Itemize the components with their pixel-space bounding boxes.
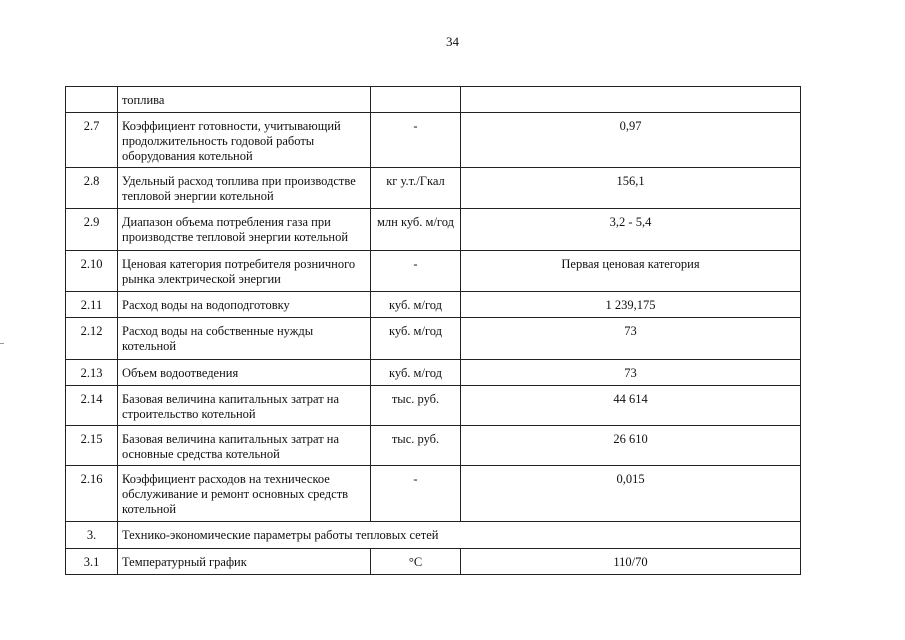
- row-number: 2.8: [66, 168, 118, 209]
- row-unit: млн куб. м/год: [371, 209, 461, 251]
- row-name: Базовая величина капитальных затрат на основные средства котельной: [118, 426, 371, 466]
- section-number: 3.: [66, 522, 118, 549]
- row-value: 0,015: [461, 466, 801, 522]
- row-value: Первая ценовая категория: [461, 251, 801, 292]
- table-row: [66, 386, 801, 426]
- row-value: [461, 87, 801, 113]
- row-name: Расход воды на собственные нужды котельной: [118, 318, 371, 360]
- row-unit: -: [371, 466, 461, 522]
- row-unit: куб. м/год: [371, 360, 461, 386]
- table-row: [66, 251, 801, 292]
- row-name: Коэффициент готовности, учитывающий продолжительность годовой работы оборудования котельной: [118, 113, 371, 168]
- table-row: [66, 292, 801, 318]
- row-name: топлива: [118, 87, 371, 113]
- row-number: 2.14: [66, 386, 118, 426]
- table-row: [66, 466, 801, 522]
- table-row: [66, 113, 801, 168]
- scan-artifact-line: [0, 343, 4, 344]
- row-value: 73: [461, 318, 801, 360]
- section-title: Технико-экономические параметры работы тепловых сетей: [118, 522, 801, 549]
- row-unit: -: [371, 251, 461, 292]
- table-row: [66, 87, 801, 113]
- table-row: [66, 549, 801, 575]
- row-name: Удельный расход топлива при производстве тепловой энергии котельной: [118, 168, 371, 209]
- row-number: 2.16: [66, 466, 118, 522]
- row-unit: тыс. руб.: [371, 426, 461, 466]
- table-row: [66, 209, 801, 251]
- row-unit: °C: [371, 549, 461, 575]
- row-number: [66, 87, 118, 113]
- row-number: 2.12: [66, 318, 118, 360]
- table-row: [66, 168, 801, 209]
- row-name: Расход воды на водоподготовку: [118, 292, 371, 318]
- row-unit: [371, 87, 461, 113]
- row-name: Объем водоотведения: [118, 360, 371, 386]
- row-value: 156,1: [461, 168, 801, 209]
- section-row: [66, 522, 801, 549]
- row-value: 44 614: [461, 386, 801, 426]
- parameters-table: [65, 86, 801, 575]
- row-value: 3,2 - 5,4: [461, 209, 801, 251]
- row-number: 2.10: [66, 251, 118, 292]
- row-name: Диапазон объема потребления газа при производстве тепловой энергии котельной: [118, 209, 371, 251]
- row-number: 3.1: [66, 549, 118, 575]
- table-row: [66, 426, 801, 466]
- row-unit: кг у.т./Гкал: [371, 168, 461, 209]
- row-unit: -: [371, 113, 461, 168]
- row-unit: тыс. руб.: [371, 386, 461, 426]
- row-name: Температурный график: [118, 549, 371, 575]
- row-value: 1 239,175: [461, 292, 801, 318]
- row-name: Базовая величина капитальных затрат на строительство котельной: [118, 386, 371, 426]
- row-unit: куб. м/год: [371, 292, 461, 318]
- row-value: 26 610: [461, 426, 801, 466]
- row-value: 110/70: [461, 549, 801, 575]
- table-row: [66, 360, 801, 386]
- row-value: 73: [461, 360, 801, 386]
- page-number: 34: [446, 34, 459, 49]
- table-row: [66, 318, 801, 360]
- row-number: 2.13: [66, 360, 118, 386]
- row-name: Коэффициент расходов на техническое обслуживание и ремонт основных средств котельной: [118, 466, 371, 522]
- row-name: Ценовая категория потребителя розничного рынка электрической энергии: [118, 251, 371, 292]
- row-number: 2.7: [66, 113, 118, 168]
- row-unit: куб. м/год: [371, 318, 461, 360]
- row-number: 2.11: [66, 292, 118, 318]
- row-value: 0,97: [461, 113, 801, 168]
- row-number: 2.15: [66, 426, 118, 466]
- row-number: 2.9: [66, 209, 118, 251]
